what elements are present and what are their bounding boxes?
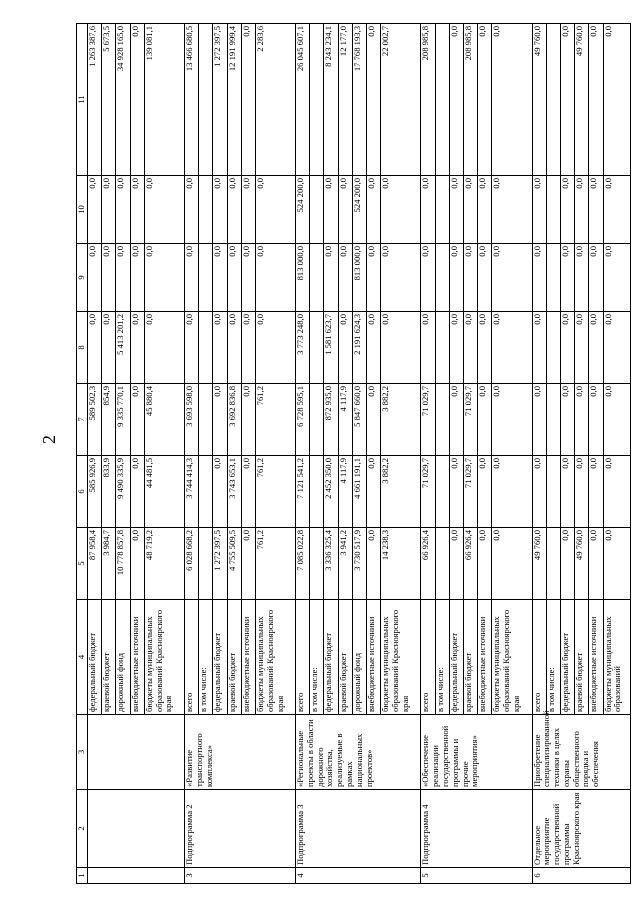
amount-cell: 0,0: [478, 384, 492, 456]
funding-source-cell: краевой бюджет: [227, 600, 241, 715]
amount-cell: 3 984,7: [102, 528, 116, 600]
amount-cell: 0,0: [381, 176, 421, 244]
amount-cell: 49 760,0: [575, 528, 589, 600]
col-header: 10: [77, 176, 88, 244]
amount-cell: 0,0: [603, 528, 630, 600]
page-number: [0, 0, 59, 905]
amount-cell: 0,0: [88, 312, 102, 384]
funding-source-cell: в том числе:: [199, 600, 213, 715]
amount-cell: 0,0: [144, 312, 184, 384]
amount-cell: 0,0: [116, 176, 130, 244]
amount-cell: 0,0: [560, 312, 574, 384]
amount-cell: 0,0: [213, 244, 227, 312]
amount-cell: 34 928 165,0: [116, 24, 130, 176]
amount-cell: 0,0: [88, 176, 102, 244]
amount-cell: 0,0: [227, 176, 241, 244]
section-name: Подпрограмма 3: [296, 790, 421, 868]
amount-cell: 66 926,4: [464, 528, 478, 600]
amount-cell: 0,0: [560, 456, 574, 528]
col-header: 7: [77, 384, 88, 456]
amount-cell: 0,0: [560, 24, 574, 176]
amount-cell: 6 028 668,2: [184, 528, 198, 600]
col-header: 4: [77, 600, 88, 715]
amount-cell: 208 985,8: [421, 24, 435, 176]
amount-cell: 0,0: [421, 244, 435, 312]
funding-source-cell: внебюджетные источники: [367, 600, 381, 715]
amount-cell: 0,0: [492, 384, 532, 456]
amount-cell: 0,0: [367, 528, 381, 600]
funding-source-cell: краевой бюджет: [464, 600, 478, 715]
table-row: [296, 24, 310, 884]
amount-cell: 0,0: [575, 456, 589, 528]
section-description: Приобретение специализированной техники в целях охраны общественного порядка и обеспечения: [532, 715, 631, 790]
amount-cell: 0,0: [324, 244, 338, 312]
amount-cell: [546, 528, 560, 600]
amount-cell: 0,0: [256, 244, 296, 312]
amount-cell: 0,0: [256, 176, 296, 244]
amount-cell: 10 778 857,8: [116, 528, 130, 600]
amount-cell: [435, 24, 449, 176]
amount-cell: 208 985,8: [464, 24, 478, 176]
amount-cell: 3 882,2: [381, 384, 421, 456]
amount-cell: 0,0: [381, 312, 421, 384]
amount-cell: 0,0: [367, 176, 381, 244]
amount-cell: 0,0: [575, 244, 589, 312]
amount-cell: 0,0: [492, 24, 532, 176]
amount-cell: 3 941,2: [338, 528, 352, 600]
amount-cell: [310, 456, 324, 528]
amount-cell: 0,0: [492, 456, 532, 528]
section-description: «Развитие транспортного комплекса»: [184, 715, 295, 790]
amount-cell: 0,0: [213, 456, 227, 528]
amount-cell: 0,0: [478, 176, 492, 244]
amount-cell: 1 272 397,5: [213, 528, 227, 600]
amount-cell: 0,0: [184, 176, 198, 244]
amount-cell: 0,0: [478, 528, 492, 600]
amount-cell: 3 692 836,8: [227, 384, 241, 456]
funding-source-cell: в том числе:: [435, 600, 449, 715]
section-name: [88, 790, 185, 868]
amount-cell: 0,0: [464, 244, 478, 312]
amount-cell: 761,2: [256, 384, 296, 456]
funding-source-cell: федеральный бюджет: [213, 600, 227, 715]
amount-cell: 0,0: [381, 244, 421, 312]
amount-cell: 4 117,9: [338, 384, 352, 456]
funding-source-cell: всего: [421, 600, 435, 715]
amount-cell: 0,0: [560, 528, 574, 600]
amount-cell: 0,0: [213, 176, 227, 244]
amount-cell: 0,0: [256, 312, 296, 384]
amount-cell: 813 000,0: [296, 244, 310, 312]
amount-cell: [199, 384, 213, 456]
amount-cell: 0,0: [449, 244, 463, 312]
amount-cell: 0,0: [184, 244, 198, 312]
amount-cell: 7 121 541,2: [296, 456, 310, 528]
amount-cell: 0,0: [478, 312, 492, 384]
amount-cell: 71 029,7: [464, 384, 478, 456]
amount-cell: 761,2: [256, 528, 296, 600]
funding-source-cell: федеральный бюджет: [560, 600, 574, 715]
amount-cell: 13 466 680,5: [184, 24, 198, 176]
amount-cell: 0,0: [532, 456, 546, 528]
section-number: [88, 868, 185, 884]
funding-source-cell: внебюджетные источники: [241, 600, 255, 715]
amount-cell: 49 760,0: [532, 528, 546, 600]
amount-cell: 8 243 234,1: [324, 24, 338, 176]
amount-cell: 71 029,7: [464, 456, 478, 528]
amount-cell: 0,0: [603, 312, 630, 384]
amount-cell: 0,0: [130, 528, 144, 600]
amount-cell: 0,0: [130, 244, 144, 312]
amount-cell: 0,0: [213, 384, 227, 456]
amount-cell: 0,0: [560, 244, 574, 312]
amount-cell: 4 661 191,1: [352, 456, 366, 528]
amount-cell: 0,0: [241, 176, 255, 244]
amount-cell: [199, 456, 213, 528]
section-description: «Региональные проекты в области дорожного хозяйства, реализуемые в рамках национальных проектов»: [296, 715, 421, 790]
amount-cell: 0,0: [532, 312, 546, 384]
rotated-page: [76, 24, 631, 884]
amount-cell: 589 502,3: [88, 384, 102, 456]
amount-cell: 0,0: [184, 312, 198, 384]
funding-source-cell: краевой бюджет: [575, 600, 589, 715]
amount-cell: 0,0: [213, 312, 227, 384]
amount-cell: 2 452 350,0: [324, 456, 338, 528]
amount-cell: [199, 176, 213, 244]
amount-cell: 139 081,1: [144, 24, 184, 176]
amount-cell: 0,0: [449, 176, 463, 244]
col-header: 11: [77, 24, 88, 176]
column-number-row: [77, 24, 88, 884]
amount-cell: 48 719,2: [144, 528, 184, 600]
amount-cell: 3 744 414,3: [184, 456, 198, 528]
amount-cell: [435, 384, 449, 456]
funding-source-cell: в том числе:: [310, 600, 324, 715]
amount-cell: [546, 456, 560, 528]
amount-cell: 3 743 653,1: [227, 456, 241, 528]
amount-cell: 7 085 022,8: [296, 528, 310, 600]
amount-cell: 9 335 770,1: [116, 384, 130, 456]
amount-cell: 0,0: [88, 244, 102, 312]
funding-source-cell: всего: [296, 600, 310, 715]
amount-cell: 0,0: [532, 384, 546, 456]
amount-cell: 0,0: [367, 24, 381, 176]
funding-source-cell: внебюджетные источники: [589, 600, 603, 715]
funding-source-cell: бюджеты муниципальных образований Красноярского края: [144, 600, 184, 715]
amount-cell: 0,0: [478, 244, 492, 312]
amount-cell: 0,0: [241, 244, 255, 312]
amount-cell: 4 755 509,5: [227, 528, 241, 600]
amount-cell: 0,0: [603, 384, 630, 456]
amount-cell: 585 926,9: [88, 456, 102, 528]
amount-cell: 0,0: [130, 384, 144, 456]
funding-source-cell: краевой бюджет: [338, 600, 352, 715]
section-name: Подпрограмма 4: [421, 790, 532, 868]
funding-source-cell: внебюджетные источники: [478, 600, 492, 715]
amount-cell: 4 117,9: [338, 456, 352, 528]
amount-cell: 1 272 397,5: [213, 24, 227, 176]
section-number: 6: [532, 868, 631, 884]
amount-cell: 0,0: [575, 176, 589, 244]
amount-cell: 0,0: [367, 456, 381, 528]
amount-cell: 0,0: [449, 456, 463, 528]
amount-cell: 0,0: [560, 384, 574, 456]
amount-cell: [310, 244, 324, 312]
section-number: 3: [184, 868, 295, 884]
amount-cell: [546, 24, 560, 176]
amount-cell: 17 768 193,3: [352, 24, 366, 176]
amount-cell: 0,0: [449, 24, 463, 176]
amount-cell: 3 730 517,9: [352, 528, 366, 600]
amount-cell: 0,0: [449, 312, 463, 384]
funding-source-cell: бюджеты муниципальных образований Красноярского края: [381, 600, 421, 715]
table-row: [532, 24, 546, 884]
amount-cell: 5 673,5: [102, 24, 116, 176]
amount-cell: 854,9: [102, 384, 116, 456]
amount-cell: 0,0: [241, 456, 255, 528]
amount-cell: 0,0: [130, 456, 144, 528]
section-number: 4: [296, 868, 421, 884]
col-header: 6: [77, 456, 88, 528]
amount-cell: 0,0: [492, 176, 532, 244]
amount-cell: [546, 244, 560, 312]
amount-cell: 0,0: [421, 312, 435, 384]
amount-cell: 0,0: [227, 244, 241, 312]
amount-cell: 0,0: [367, 244, 381, 312]
amount-cell: 3 773 248,0: [296, 312, 310, 384]
amount-cell: [310, 312, 324, 384]
col-header: 2: [77, 790, 88, 868]
page-number-text: 2: [39, 435, 59, 444]
section-description: [88, 715, 185, 790]
amount-cell: 0,0: [241, 24, 255, 176]
amount-cell: 761,2: [256, 456, 296, 528]
funding-source-cell: всего: [532, 600, 546, 715]
amount-cell: [199, 312, 213, 384]
amount-cell: 5 847 660,0: [352, 384, 366, 456]
col-header: 3: [77, 715, 88, 790]
funding-source-cell: дорожный фонд: [116, 600, 130, 715]
funding-source-cell: бюджеты муниципальных образований: [603, 600, 630, 715]
amount-cell: 0,0: [324, 176, 338, 244]
amount-cell: [199, 24, 213, 176]
amount-cell: 872 935,0: [324, 384, 338, 456]
col-header: 9: [77, 244, 88, 312]
funding-source-cell: федеральный бюджет: [449, 600, 463, 715]
amount-cell: 0,0: [492, 528, 532, 600]
amount-cell: 0,0: [532, 244, 546, 312]
amount-cell: 0,0: [367, 384, 381, 456]
amount-cell: [199, 244, 213, 312]
section-name: Отдельное мероприятие государственной программы Красноярского края: [532, 790, 631, 868]
table-row: [421, 24, 435, 884]
amount-cell: 0,0: [241, 528, 255, 600]
amount-cell: [310, 384, 324, 456]
amount-cell: 813 000,0: [352, 244, 366, 312]
amount-cell: 0,0: [478, 456, 492, 528]
amount-cell: 0,0: [589, 528, 603, 600]
amount-cell: 0,0: [492, 244, 532, 312]
amount-cell: 2 191 624,3: [352, 312, 366, 384]
amount-cell: 0,0: [575, 384, 589, 456]
amount-cell: 0,0: [338, 176, 352, 244]
amount-cell: 71 029,7: [421, 384, 435, 456]
col-header: 5: [77, 528, 88, 600]
amount-cell: 0,0: [130, 24, 144, 176]
amount-cell: 0,0: [589, 456, 603, 528]
amount-cell: 71 029,7: [421, 456, 435, 528]
amount-cell: 0,0: [589, 24, 603, 176]
funding-source-cell: федеральный бюджет: [324, 600, 338, 715]
amount-cell: 3 693 598,0: [184, 384, 198, 456]
amount-cell: [310, 24, 324, 176]
amount-cell: 0,0: [130, 176, 144, 244]
amount-cell: 0,0: [464, 312, 478, 384]
funding-source-cell: бюджеты муниципальных образований Красноярского края: [492, 600, 532, 715]
amount-cell: 2 283,6: [256, 24, 296, 176]
amount-cell: 524 200,0: [352, 176, 366, 244]
amount-cell: 49 760,0: [575, 24, 589, 176]
amount-cell: [310, 176, 324, 244]
col-header: 1: [77, 868, 88, 884]
amount-cell: 12 191 999,4: [227, 24, 241, 176]
amount-cell: [546, 176, 560, 244]
section-description: «Обеспечение реализации государственной программы и прочие мероприятия»: [421, 715, 532, 790]
table-row: [88, 24, 102, 884]
amount-cell: 0,0: [421, 176, 435, 244]
amount-cell: 1 581 623,7: [324, 312, 338, 384]
funding-source-cell: краевой бюджет: [102, 600, 116, 715]
amount-cell: 0,0: [367, 312, 381, 384]
amount-cell: 0,0: [449, 528, 463, 600]
amount-cell: 0,0: [338, 312, 352, 384]
amount-cell: 0,0: [144, 244, 184, 312]
amount-cell: 0,0: [589, 384, 603, 456]
amount-cell: [435, 244, 449, 312]
amount-cell: 26 045 607,1: [296, 24, 310, 176]
amount-cell: 0,0: [449, 384, 463, 456]
amount-cell: 0,0: [603, 456, 630, 528]
amount-cell: [435, 312, 449, 384]
amount-cell: [199, 528, 213, 600]
amount-cell: 0,0: [338, 244, 352, 312]
amount-cell: 14 238,3: [381, 528, 421, 600]
amount-cell: 524 200,0: [296, 176, 310, 244]
funding-source-cell: в том числе:: [546, 600, 560, 715]
amount-cell: 6 728 595,1: [296, 384, 310, 456]
amount-cell: 1 263 387,6: [88, 24, 102, 176]
amount-cell: 0,0: [130, 312, 144, 384]
amount-cell: 0,0: [144, 176, 184, 244]
amount-cell: [546, 384, 560, 456]
funding-source-cell: бюджеты муниципальных образований Красноярского края: [256, 600, 296, 715]
funding-source-cell: всего: [184, 600, 198, 715]
table-row: [184, 24, 198, 884]
amount-cell: 0,0: [241, 312, 255, 384]
amount-cell: 49 760,0: [532, 24, 546, 176]
amount-cell: [435, 176, 449, 244]
amount-cell: 12 177,0: [338, 24, 352, 176]
amount-cell: 3 882,2: [381, 456, 421, 528]
amount-cell: 0,0: [464, 176, 478, 244]
amount-cell: 0,0: [102, 244, 116, 312]
amount-cell: 0,0: [589, 312, 603, 384]
amount-cell: 0,0: [492, 312, 532, 384]
amount-cell: 22 002,7: [381, 24, 421, 176]
amount-cell: 0,0: [241, 384, 255, 456]
amount-cell: 0,0: [589, 244, 603, 312]
amount-cell: 45 880,4: [144, 384, 184, 456]
amount-cell: 87 958,4: [88, 528, 102, 600]
budget-table: [76, 23, 631, 884]
funding-source-cell: дорожный фонд: [352, 600, 366, 715]
funding-source-cell: федеральный бюджет: [88, 600, 102, 715]
amount-cell: 3 336 325,4: [324, 528, 338, 600]
amount-cell: [310, 528, 324, 600]
amount-cell: 0,0: [102, 176, 116, 244]
section-name: Подпрограмма 2: [184, 790, 295, 868]
amount-cell: 0,0: [603, 24, 630, 176]
amount-cell: 0,0: [575, 312, 589, 384]
amount-cell: 0,0: [102, 312, 116, 384]
amount-cell: 0,0: [603, 176, 630, 244]
amount-cell: 9 490 335,9: [116, 456, 130, 528]
funding-source-cell: внебюджетные источники: [130, 600, 144, 715]
amount-cell: 66 926,4: [421, 528, 435, 600]
amount-cell: 0,0: [227, 312, 241, 384]
amount-cell: 0,0: [532, 176, 546, 244]
amount-cell: 0,0: [478, 24, 492, 176]
amount-cell: 833,9: [102, 456, 116, 528]
section-number: 5: [421, 868, 532, 884]
amount-cell: [435, 456, 449, 528]
amount-cell: 5 413 201,2: [116, 312, 130, 384]
col-header: 8: [77, 312, 88, 384]
amount-cell: 0,0: [589, 176, 603, 244]
amount-cell: 0,0: [116, 244, 130, 312]
amount-cell: 0,0: [603, 244, 630, 312]
amount-cell: 44 481,5: [144, 456, 184, 528]
table-body: [88, 24, 631, 884]
amount-cell: 0,0: [560, 176, 574, 244]
amount-cell: [546, 312, 560, 384]
amount-cell: [435, 528, 449, 600]
